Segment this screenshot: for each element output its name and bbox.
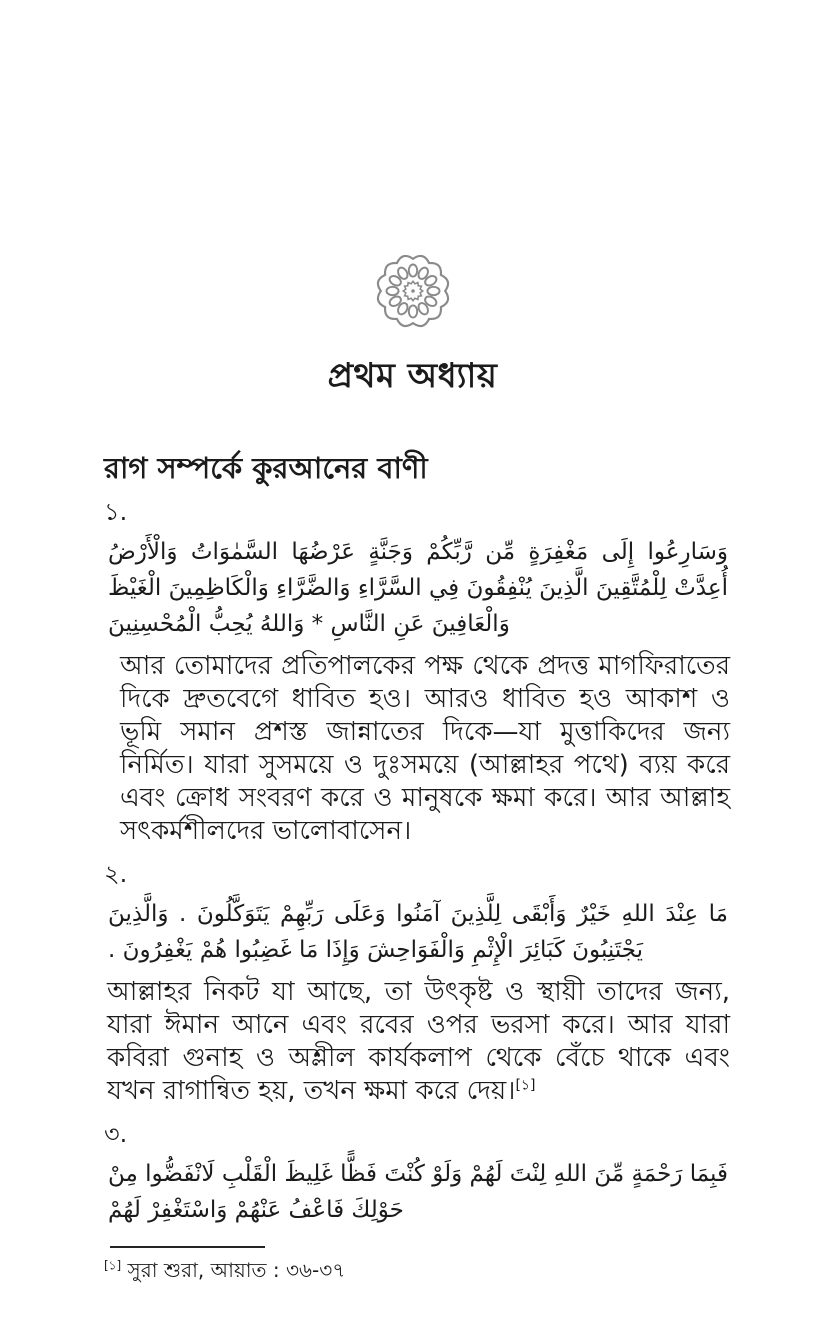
arabic-verse-2: مَا عِنْدَ اللهِ خَيْرٌ وَأَبْقَى لِلَّذِينَ آمَنُوا وَعَلَى رَبِّهِمْ يَتَوَكَّلُونَ . وَالَّذِينَ يَجْتَنِبُونَ كَبَائِرَ الْإِثْمِ وَالْفَوَاحِشَ وَإِذَا مَا غَضِبُوا هُمْ يَغْفِرُونَ . xyxy=(108,901,728,963)
footnote-ref: [১] xyxy=(515,1077,536,1094)
section-heading: রাগ সম্পর্কে কুরআনের বাণী xyxy=(104,451,428,485)
page-content xyxy=(104,450,730,1283)
bengali-translation-2 xyxy=(104,976,730,1108)
verse-number-1: ১. xyxy=(104,498,128,526)
bengali-translation-1: আর তোমাদের প্রতিপালকের পক্ষ থেকে প্রদত্ত মাগফিরাতের দিকে দ্রুতবেগে ধাবিত হও। আরও ধাবিত হও আকাশ ও ভূমি সমান প্রশস্ত জান্নাতের দিকে—যা মুত্তাকিদের জন্য নির্মিত। যারা সুসময়ে ও দুঃসময়ে (আল্লাহর পথে) ব্যয় করে এবং ক্রোধ সংবরণ করে ও মানুষকে ক্ষমা করে। আর আল্লাহ সৎকর্মশীলদের ভালোবাসেন। xyxy=(120,651,730,846)
verse-block-2 xyxy=(104,860,730,1108)
verse-number-2: ২. xyxy=(104,860,128,888)
footnote-text xyxy=(104,1257,730,1283)
verse-number-3: ৩. xyxy=(104,1120,128,1148)
footnote xyxy=(104,1246,730,1283)
rosette-ornament-icon xyxy=(374,252,452,330)
chapter-title: প্রথম অধ্যায় xyxy=(327,356,498,396)
footnote-divider xyxy=(110,1246,265,1248)
arabic-verse-1: وَسَارِعُوا إِلَى مَغْفِرَةٍ مِّن رَّبِّكُمْ وَجَنَّةٍ عَرْضُهَا السَّمٰوَاتُ وَالْأَرْضُ أُعِدَّتْ لِلْمُتَّقِينَ الَّذِينَ يُنْفِقُونَ فِي السَّرَّاءِ وَالضَّرَّاءِ وَالْكَاظِمِينَ الْغَيْظَ وَالْعَافِينَ عَنِ النَّاسِ * وَاللهُ يُحِبُّ الْمُحْسِنِينَ xyxy=(108,539,728,637)
footnote-body: সুরা শুরা, আয়াত : ৩৬-৩৭ xyxy=(127,1258,346,1282)
arabic-verse-3: فَبِمَا رَحْمَةٍ مِّنَ اللهِ لِنْتَ لَهُمْ وَلَوْ كُنْتَ فَظًّا غَلِيظَ الْقَلْبِ لَانْفَضُّوا مِنْ حَوْلِكَ فَاعْفُ عَنْهُمْ وَاسْتَغْفِرْ لَهُمْ xyxy=(108,1161,728,1223)
footnote-marker: [১] xyxy=(104,1258,122,1273)
verse-block-1 xyxy=(104,498,730,848)
verse-block-3 xyxy=(104,1120,730,1228)
bengali-translation-text: আল্লাহর নিকট যা আছে, তা উৎকৃষ্ট ও স্থায়ী তাদের জন্য, যারা ঈমান আনে এবং রবের ওপর ভরসা করে। আর যারা কবিরা গুনাহ ও অশ্লীল কার্যকলাপ থেকে বেঁচে থাকে এবং যখন রাগান্বিত হয়, তখন ক্ষমা করে দেয়। xyxy=(107,977,730,1106)
